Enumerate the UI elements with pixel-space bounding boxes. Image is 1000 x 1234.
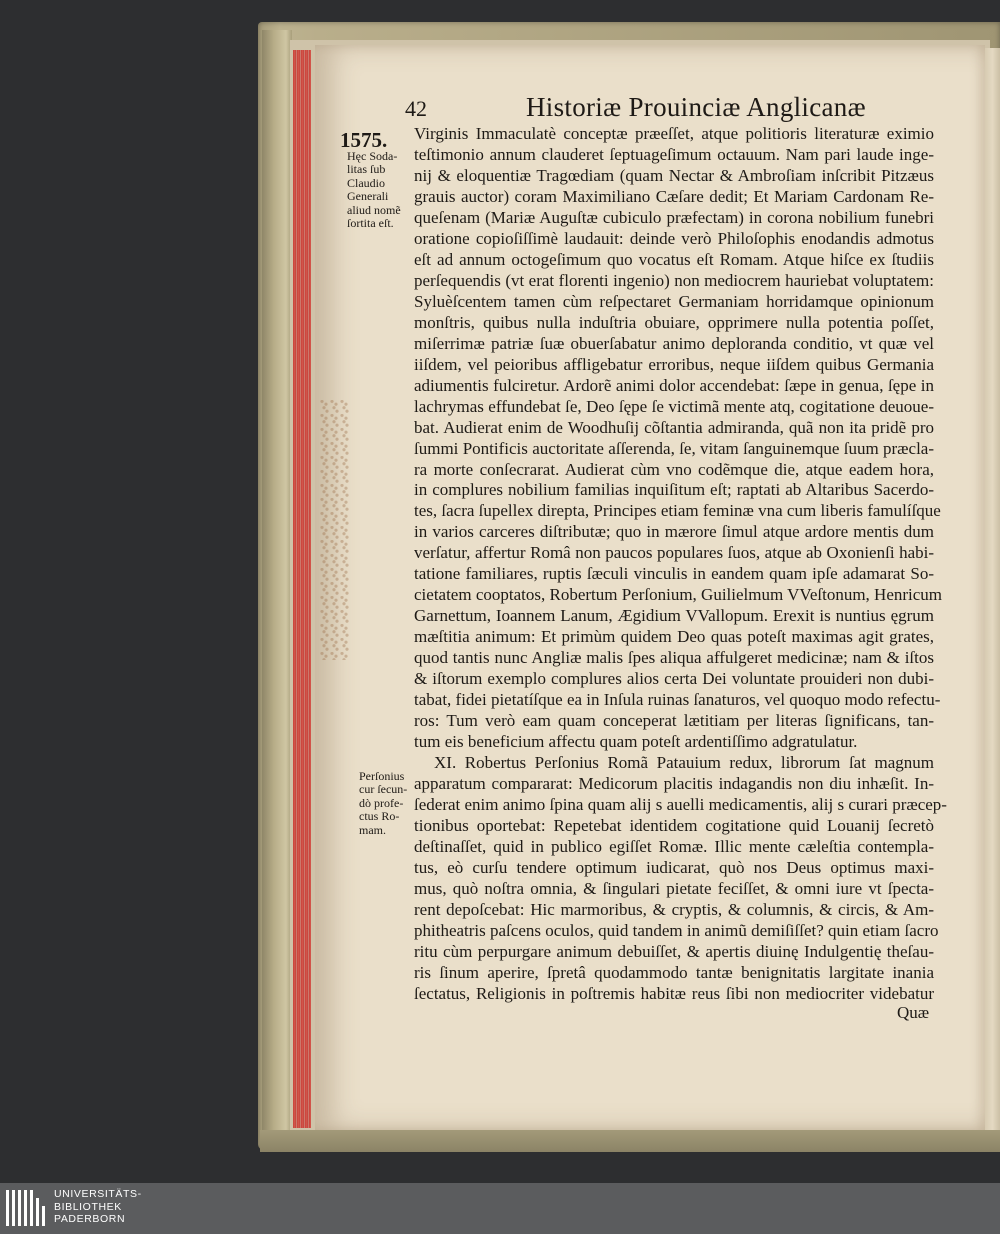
text-line: Virginis Immaculatè conceptæ præeſſet, atque politioris literaturæ eximio (414, 124, 934, 143)
text-line: tatione familiares, ruptis ſæculi vinculis in eandem quam ipſe adamarat So- (414, 564, 934, 584)
text-line: tes, ſacra ſupellex direpta, Principes etiam feminæ vna cum liberis famulíſque (414, 501, 941, 521)
text-line: teſtimonio annum clauderet ſeptuageſimum octauum. Nam pari laude inge- (414, 144, 934, 164)
library-name-line: UNIVERSITÄTS- (54, 1188, 142, 1200)
text-line: XI. Robertus Perſonius Romã Patauium redux, librorum ſat magnum (434, 753, 934, 773)
body-text (414, 124, 947, 1005)
catchword: Quæ (897, 1003, 930, 1022)
text-line: ra morte conſecrarat. Audierat cùm vno codẽmque die, atque eadem hora, (414, 459, 934, 479)
margin-note-line: Claudio (347, 175, 385, 190)
text-line: rent depoſcebat: Hic marmoribus, & cryptis, & columnis, & circis, & Am- (414, 899, 934, 919)
text-line: ritu cùm perpurgare animum debuiſſet, & apertis diuinę Indulgentię theſau- (414, 941, 934, 961)
cover-bottom-edge (260, 1130, 1000, 1152)
margin-note-line: ſortita eſt. (347, 216, 394, 231)
text-line: & iſtorum exemplo complures alios certa Dei voluntate prouideri non dubi- (414, 669, 934, 689)
text-line: ſederat enim animo ſpina quam alij s auelli medicamentis, alij s curari præcep- (414, 795, 947, 814)
margin-note-sodalitas (347, 150, 401, 230)
text-line: in varios carceres diſtributæ; quo in mærore ſimul atque ardore mentis dum (414, 522, 934, 542)
library-footer (0, 1183, 1000, 1234)
text-line: Garnettum, Ioannem Lanum, Ægidium VVallopum. Erexit is nuntius ęgrum (414, 606, 934, 626)
text-line: in complures nobilium familias inquiſitum eſt; raptati ab Altaribus Sacerdo- (414, 480, 934, 500)
text-line: ſectatus, Religionis in poſtremis habitæ reus ſibi non mediocriter videbatur (414, 983, 934, 1003)
text-line: tionibus oportebat: Repetebat identidem cogitatione quid Louanij ſecretò (414, 815, 934, 835)
text-line: eſt ad annum octogeſimum quo vocatus eſt Romam. Atque hiſce ex ſtudiis (414, 249, 934, 269)
text-line: grauis auctor) coram Maximiliano Cæſare dedit; Et Mariam Cardonam Re- (414, 186, 934, 206)
library-name-line: PADERBORN (54, 1213, 126, 1225)
text-line: ſummi Pontificis auctoritate aſſerenda, ſe, vitam ſanguinemque ſuum præcla- (414, 438, 934, 458)
text-line: bat. Audierat enim de Woodhuſij cõſtantia admiranda, quã non ita pridẽ pro (414, 417, 934, 437)
text-line: mus, quò noſtra omnia, & ſingulari pietate feciſſet, & omni iure vt ſpecta- (414, 878, 934, 898)
text-line: iiſdem, vel peioribus affligebatur erroribus, neque iiſdem quibus Germania (414, 354, 934, 374)
margin-note-line: Hęc Soda- (347, 149, 398, 163)
red-page-edges (293, 50, 311, 1128)
margin-note-line: ctus Ro- (359, 809, 400, 824)
text-line: tabat, fidei pietatíſque ea in Inſula ruinas ſanaturos, vel quoquo modo refectu- (414, 690, 941, 710)
text-line: deſtinaſſet, quid in publico egiſſet Romæ. Illic mente cæleſtia contempla- (414, 836, 934, 856)
text-line: perſequendis (vt erat florenti ingenio) non mediocrem hauriebat voluptatem: (414, 270, 934, 290)
page-fore-edge (985, 48, 1000, 1130)
text-line: Syluèſcentem tamen cùm reſpectaret Germaniam horridamque opinionum (414, 291, 934, 311)
margin-year: 1575. (340, 128, 388, 152)
margin-note-line: dò profe- (359, 795, 404, 810)
running-head: Historiæ Prouinciæ Anglicanæ (526, 92, 866, 122)
library-name-line: BIBLIOTHEK (54, 1200, 122, 1213)
margin-note-line: aliud nomẽ (347, 202, 401, 217)
margin-note-line: Generali (347, 189, 389, 204)
text-line: apparatum compararat: Medicorum placitis indagandis non diu inhæſit. In- (414, 774, 934, 794)
text-line: quod tantis nunc Angliæ malis ſpes aliqua affulgeret medicinæ; nam & iſtos (414, 648, 934, 668)
text-line: lachrymas effundebat ſe, Deo ſępe ſe victimã mente atq, cogitatione deuoue- (414, 396, 934, 416)
library-logo-icon (4, 1186, 48, 1230)
text-line: oratione copioſiſſimè laudauit: deinde verò Philoſophis enodandis admotus (414, 228, 934, 248)
text-line: adiumentis fulciretur. Ardorẽ animi dolor accendebat: ſæpe in genua, ſępe in (414, 375, 934, 395)
text-line: queſenam (Mariæ Auguſtæ cubiculo præfectam) in corona nobilium funebri (414, 207, 934, 227)
text-line: ris ſinum aperire, ſpretâ quodammodo tantæ benignitatis largitate inania (414, 962, 934, 982)
text-line: tus, eò curſu tendere optimum iudicarat, quò nos Deus optimus maxi- (414, 857, 934, 877)
margin-note-line: litas ſub (347, 162, 386, 177)
margin-note-personius (359, 770, 407, 837)
text-line: ros: Tum verò eam quam conceperat lætitiam per literas ſignificans, tan- (414, 711, 934, 731)
text-line: nij & eloquentiæ Tragœdiam (quam Nectar & Ambroſiam inſcribit Pitzæus (414, 165, 934, 185)
text-line: monſtris, quibus nulla induſtria obuiare, opprimere nulla potentia poſſet, (414, 312, 934, 332)
text-line: phitheatris paſcens oculos, quid tandem in animũ demiſiſſet? quin etiam ſacro (414, 920, 939, 940)
margin-note-line: Perſonius (359, 769, 405, 783)
text-line: tum eis beneficium affectu quam poteſt ardentiſſimo adgratulatur. (414, 732, 858, 752)
text-line: mæſtitia animum: Et primùm quidem Deo quas poteſt maximas agit grates, (414, 627, 934, 647)
page-number: 42 (405, 96, 427, 121)
library-name (54, 1188, 142, 1226)
margin-note-line: cur ſecun- (359, 782, 408, 797)
margin-note-line: mam. (359, 822, 386, 837)
book-spine-edge (262, 30, 292, 1140)
text-line: miſerrimæ patriæ ſuæ obuerſabatur animo deploranda conditio, vt quæ vel (414, 333, 934, 353)
text-line: cietatem cooptatos, Robertum Perſonium, Guilielmum VVeſtonum, Henricum (414, 585, 943, 605)
text-line: verſatur, affertur Româ non paucos populares ſuos, atque ab Oxonienſi habi- (414, 543, 934, 563)
page-foxing (320, 400, 350, 660)
